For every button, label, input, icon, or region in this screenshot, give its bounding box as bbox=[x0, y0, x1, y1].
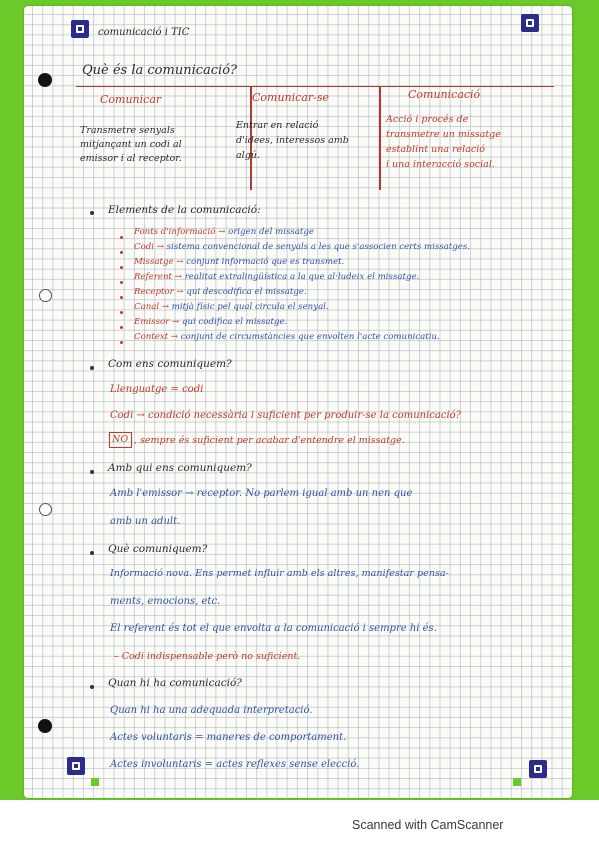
green-square-mark bbox=[513, 778, 521, 786]
bullet-point bbox=[90, 470, 94, 474]
note-line: Actes voluntaris = maneres de comportament. bbox=[110, 732, 347, 743]
section-heading: Amb qui ens comuniquem? bbox=[108, 462, 252, 474]
sub-bullet bbox=[120, 326, 123, 329]
note-line: Informació nova. Ens permet influir amb els altres, manifestar pensa- bbox=[110, 568, 449, 579]
punch-hole bbox=[39, 289, 52, 302]
column-text-line: transmetre un missatge bbox=[386, 129, 501, 140]
sub-bullet bbox=[120, 281, 123, 284]
column-text-line: algú. bbox=[236, 150, 260, 161]
element-item: Context → conjunt de circumstàncies que envolten l'acte comunicatiu. bbox=[134, 332, 440, 342]
note-line: El referent és tot el que envolta a la comunicació i sempre hi és. bbox=[110, 623, 437, 634]
sub-bullet bbox=[120, 236, 123, 239]
section-heading: Com ens comuniquem? bbox=[108, 358, 232, 370]
note-line: Codi → condició necessària i suficient per produir-se la comunicació? bbox=[110, 410, 462, 421]
column-text-line: i una interacció social. bbox=[386, 159, 495, 170]
note-line: amb un adult. bbox=[110, 516, 181, 527]
column-divider bbox=[379, 86, 381, 190]
notebook-logo-icon bbox=[71, 20, 89, 38]
element-item: Fonts d'informació → origen del missatge bbox=[134, 227, 314, 237]
notebook-logo-icon bbox=[529, 760, 547, 778]
note-line: – Codi indispensable però no suficient. bbox=[114, 651, 301, 662]
sub-bullet bbox=[120, 311, 123, 314]
element-item: Emissor → qui codifica el missatge. bbox=[134, 317, 288, 327]
notebook-logo-icon bbox=[521, 14, 539, 32]
bullet-point bbox=[90, 551, 94, 555]
column-text-line: Acció i procés de bbox=[386, 114, 469, 125]
column-text-line: Entrar en relació bbox=[236, 120, 319, 131]
sub-bullet bbox=[120, 341, 123, 344]
section-heading: Quan hi ha comunicació? bbox=[108, 677, 242, 689]
punch-hole bbox=[38, 719, 52, 733]
note-line: Amb l'emissor → receptor. No parlem igual amb un nen que bbox=[110, 488, 413, 499]
column-text-line: emissor i al receptor. bbox=[80, 153, 182, 164]
column-heading: Comunicació bbox=[408, 88, 481, 101]
element-item: Receptor → qui descodifica el missatge. bbox=[134, 287, 307, 297]
notebook-page bbox=[24, 6, 572, 798]
note-line: ments, emocions, etc. bbox=[110, 596, 221, 607]
note-line: Llenguatge = codi bbox=[110, 384, 204, 395]
table-top-rule bbox=[76, 86, 554, 87]
sub-bullet bbox=[120, 266, 123, 269]
scanner-watermark: Scanned with CamScanner bbox=[352, 818, 504, 832]
notebook-logo-icon bbox=[67, 757, 85, 775]
sub-bullet bbox=[120, 296, 123, 299]
page-title: Què és la comunicació? bbox=[82, 63, 237, 78]
section-heading: Elements de la comunicació: bbox=[108, 204, 261, 216]
green-square-mark bbox=[91, 778, 99, 786]
element-item: Missatge → conjunt informació que es transmet. bbox=[134, 257, 345, 267]
element-item: Codi → sistema convencional de senyals a les que s'associen certs missatges. bbox=[134, 242, 470, 252]
column-text-line: d'idees, interessos amb bbox=[236, 135, 349, 146]
note-line: Quan hi ha una adequada interpretació. bbox=[110, 705, 313, 716]
sub-bullet bbox=[120, 251, 123, 254]
column-heading: Comunicar bbox=[100, 93, 162, 106]
element-item: Canal → mitjà físic pel qual circula el senyal. bbox=[134, 302, 329, 312]
bullet-point bbox=[90, 366, 94, 370]
bullet-point bbox=[90, 685, 94, 689]
header-subject: comunicació i TIC bbox=[98, 27, 190, 38]
column-heading: Comunicar-se bbox=[252, 91, 330, 104]
element-item: Referent → realitat extralingüística a la que al·ludeix el missatge. bbox=[134, 272, 420, 282]
column-text-line: Transmetre senyals bbox=[80, 125, 175, 136]
punch-hole bbox=[39, 503, 52, 516]
no-label: NO bbox=[112, 434, 129, 445]
section-heading: Què comuniquem? bbox=[108, 543, 208, 555]
bullet-point bbox=[90, 211, 94, 215]
column-text-line: mitjançant un codi al bbox=[80, 139, 182, 150]
punch-hole bbox=[38, 73, 52, 87]
column-text-line: establint una relació bbox=[386, 144, 485, 155]
note-line: , sempre és suficient per acabar d'entendre el missatge. bbox=[134, 435, 405, 446]
note-line: Actes involuntaris = actes reflexes sense elecció. bbox=[110, 759, 360, 770]
